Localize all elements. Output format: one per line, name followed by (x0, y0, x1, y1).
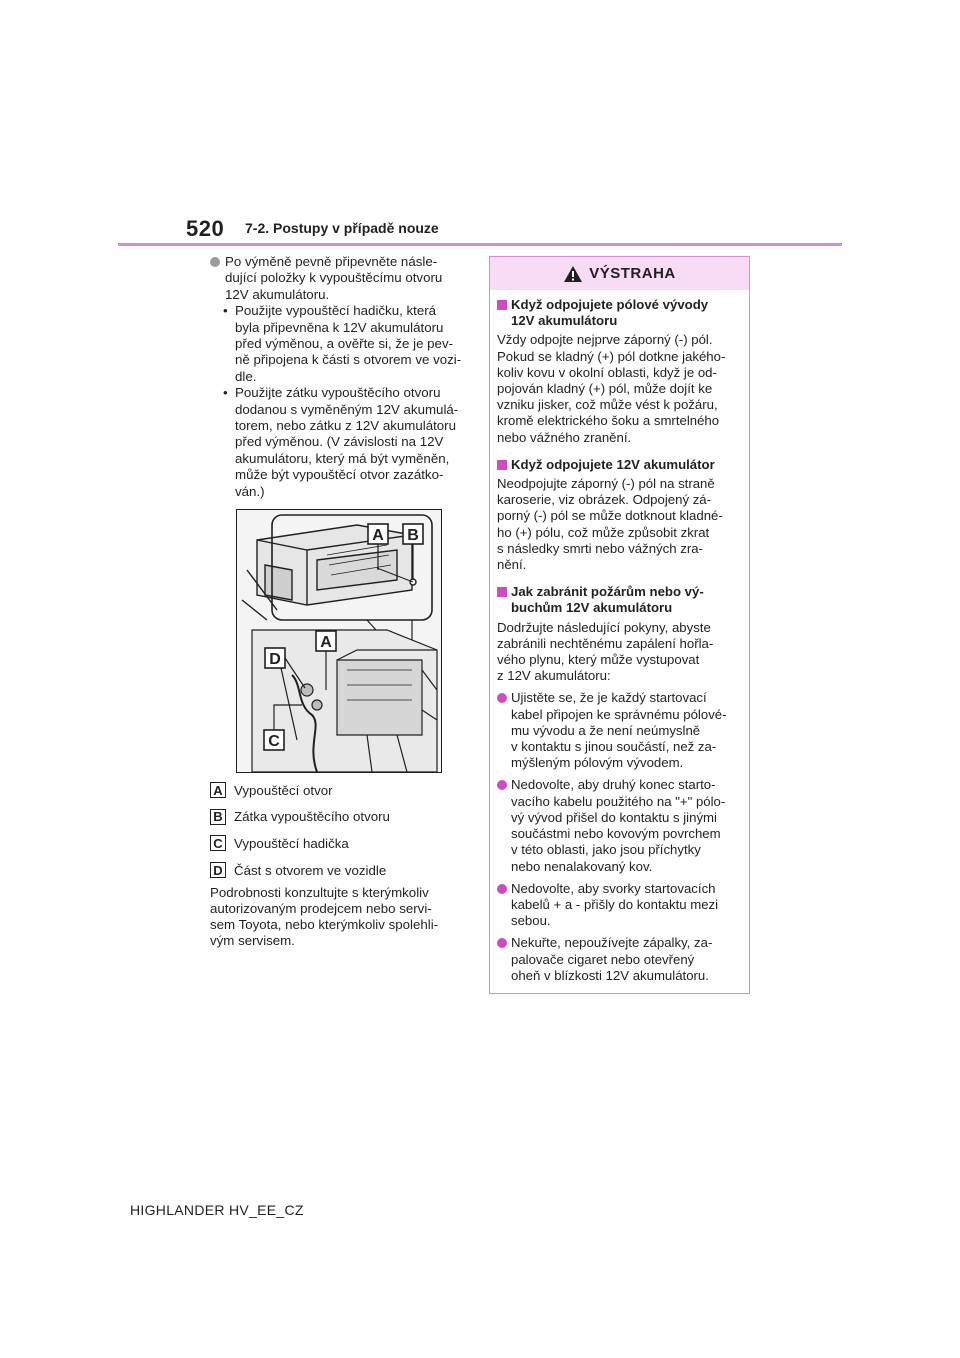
text-line: Když odpojujete pólové vývody (511, 297, 709, 312)
text-line: dující položky k vypouštěcímu otvoru (225, 270, 443, 286)
text-line: v kontaktu s jinou součástí, než za- (511, 739, 717, 755)
figure-label-d: D (269, 651, 281, 668)
text-line: sebou. (511, 913, 551, 929)
text-line: Když odpojujete 12V akumulátor (511, 456, 715, 472)
text-line: autorizovaným prodejcem nebo servi- (210, 901, 432, 916)
legend-text: Vypouštěcí hadička (234, 835, 349, 851)
text-line: Neodpojujte záporný (-) pól na straně (497, 476, 715, 492)
text-line: palovače cigaret nebo otevřený (511, 951, 695, 967)
text-line: kromě elektrického šoku a smrtelného (497, 413, 720, 429)
text-line: 12V akumulátoru. (225, 286, 330, 302)
text-line: kabel připojen ke správnému pólové- (511, 706, 727, 722)
bullet-dot-icon (210, 257, 220, 267)
warning-bullet (497, 881, 743, 930)
text-line: nebo nenalakovaný kov. (511, 858, 653, 874)
text-line: karoserie, viz obrázek. Odpojený zá- (497, 492, 712, 508)
text-line: vým servisem. (210, 933, 295, 948)
legend-text: Vypouštěcí otvor (234, 782, 333, 798)
square-bullet-icon (497, 460, 507, 470)
circle-bullet-icon (497, 780, 507, 790)
header-rule (118, 243, 842, 246)
text-line: ho (+) pólu, což může způsobit zkrat (497, 524, 710, 540)
sub-item-hose (210, 303, 470, 385)
text-line: Použijte vypouštěcí hadičku, která (235, 303, 437, 319)
square-bullet-icon (497, 300, 507, 310)
text-line: před výměnou, a ověřte si, že je pev- (235, 336, 454, 352)
figure-label-b-top: B (407, 527, 419, 544)
figure-legend (210, 777, 470, 883)
warning-bullet (497, 690, 743, 771)
text-line: vzniku jisker, což může vést k požáru, (497, 397, 718, 413)
text-line: koliv kovu v okolní oblasti, když je od- (497, 364, 717, 380)
text-line: Nedovolte, aby svorky startovacích (511, 880, 716, 896)
text-line: sem Toyota, nebo kterýmkoliv spolehli- (210, 917, 439, 932)
warning-body (490, 290, 749, 984)
text-line: ván.) (235, 483, 265, 499)
text-line: torem, nebo zátku z 12V akumulátoru (235, 418, 456, 434)
legend-row (210, 804, 470, 831)
text-line: součástmi nebo kovovým povrchem (511, 826, 721, 842)
warning-bullet (497, 777, 743, 874)
text-line: kabelů + a - přišly do kontaktu mezi (511, 896, 719, 912)
battery-drawing (237, 510, 441, 772)
text-line: dle. (235, 368, 257, 384)
page-number: 520 (186, 216, 225, 241)
legend-letter: A (210, 782, 226, 798)
text-line: porný (-) pól se může dotknout kladné- (497, 508, 723, 524)
text-line: v této oblasti, jako jsou příchytky (511, 842, 701, 858)
legend-row (210, 830, 470, 857)
text-line: s následky smrti nebo vážných zra- (497, 540, 703, 556)
text-line: Dodržujte následující pokyny, abyste (497, 619, 711, 635)
circle-bullet-icon (497, 693, 507, 703)
main-bullet (210, 254, 470, 303)
warning-heading-terminals (497, 297, 743, 329)
left-column (210, 254, 470, 500)
figure-label-a-mid: A (320, 634, 332, 651)
sub-bullet-icon: • (223, 385, 228, 401)
warning-heading-disconnect (497, 457, 743, 473)
warning-paragraph (497, 620, 743, 685)
text-line: Použijte zátku vypouštěcího otvoru (235, 385, 441, 401)
text-line: Jak zabránit požárům nebo vý- (511, 584, 704, 600)
text-line: oheň v blízkosti 12V akumulátoru. (511, 967, 709, 983)
text-line: vý vývod přišel do kontaktu s jinými (511, 809, 717, 825)
text-line: Po výměně pevně připevněte násle- (225, 254, 438, 269)
circle-bullet-icon (497, 884, 507, 894)
legend-row (210, 857, 470, 884)
text-line: pojován kladný (+) pól, může dojít ke (497, 381, 713, 397)
warning-heading-fire (497, 584, 743, 616)
text-line: vého plynu, který může vystupovat (497, 652, 700, 668)
closing-paragraph (210, 885, 470, 949)
square-bullet-icon (497, 587, 507, 597)
battery-illustration (236, 509, 442, 773)
text-line: mu vývodu a že není neúmyslně (511, 722, 701, 738)
text-line: Pokud se kladný (+) pól dotkne jakého- (497, 348, 726, 364)
warning-triangle-icon (563, 265, 583, 283)
warning-title: VÝSTRAHA (589, 265, 676, 282)
text-line: vacího kabelu použitého na "+" pólo- (511, 793, 726, 809)
circle-bullet-icon (497, 938, 507, 948)
text-line: Nedovolte, aby druhý konec starto- (511, 777, 716, 793)
legend-text: Zátka vypouštěcího otvoru (234, 809, 390, 825)
section-title: 7-2. Postupy v případě nouze (245, 220, 439, 236)
text-line: dodanou s vyměněným 12V akumulá- (235, 401, 459, 417)
text-line: byla připevněna k 12V akumulátoru (235, 319, 444, 335)
sub-item-plug (210, 385, 470, 500)
warning-paragraph (497, 476, 743, 573)
legend-letter: B (210, 809, 226, 825)
legend-letter: D (210, 862, 226, 878)
sub-bullet-icon: • (223, 303, 228, 319)
text-line: akumulátoru, který má být vyměněn, (235, 450, 450, 466)
text-line: z 12V akumulátoru: (497, 668, 611, 684)
text-line: Vždy odpojte nejprve záporný (-) pól. (497, 332, 713, 348)
text-line: nění. (497, 557, 527, 573)
warning-header (490, 257, 749, 290)
legend-text: Část s otvorem ve vozidle (234, 862, 387, 878)
text-line: ně připojena k části s otvorem ve vozi- (235, 352, 462, 368)
legend-letter: C (210, 835, 226, 851)
text-line: Ujistěte se, že je každý startovací (511, 690, 707, 706)
text-line: zabránili nechtěnému zapálení hořla- (497, 635, 714, 651)
warning-bullet (497, 935, 743, 984)
text-line: Nekuřte, nepoužívejte zápalky, za- (511, 935, 713, 951)
text-line: před výměnou. (V závislosti na 12V (235, 434, 444, 450)
warning-box (489, 256, 750, 994)
text-line: může být vypouštěcí otvor zazátko- (235, 467, 444, 483)
legend-row (210, 777, 470, 804)
figure-label-a-top: A (372, 527, 384, 544)
footer-model: HIGHLANDER HV_EE_CZ (130, 1202, 304, 1218)
text-line: 12V akumulátoru (511, 313, 618, 329)
figure-label-c: C (268, 733, 280, 750)
text-line: buchům 12V akumulátoru (511, 600, 673, 616)
text-line: Podrobnosti konzultujte s kterýmkoliv (210, 885, 429, 900)
text-line: mýšleným pólovým vývodem. (511, 755, 684, 771)
warning-paragraph (497, 332, 743, 445)
text-line: nebo vážného zranění. (497, 429, 632, 445)
